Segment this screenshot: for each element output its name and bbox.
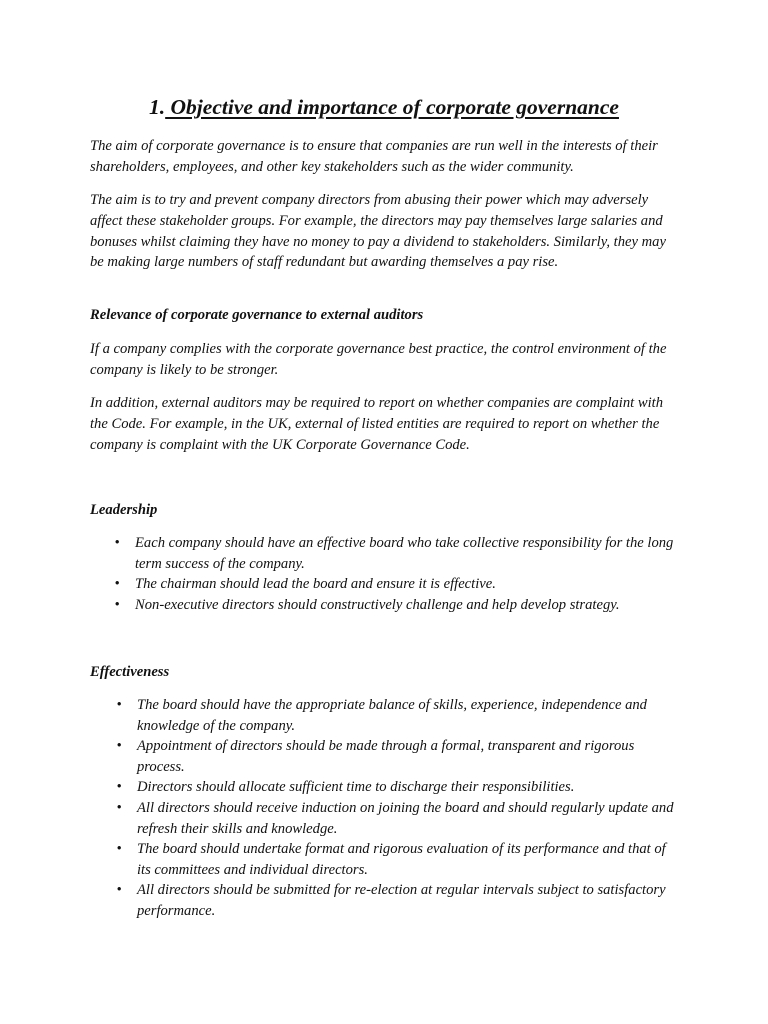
bullet-icon: • xyxy=(114,576,120,593)
leadership-list xyxy=(114,533,675,615)
list-item xyxy=(116,880,677,921)
list-item xyxy=(116,695,677,736)
intro-paragraph-1: The aim of corporate governance is to ensure that companies are run well in the interests of their shareholders, employees, and other key stakeholders such as the wider community. xyxy=(90,138,658,175)
bullet-icon: • xyxy=(116,882,122,899)
list-item xyxy=(114,533,675,574)
bullet-icon: • xyxy=(116,697,122,713)
list-item xyxy=(116,736,677,777)
list-item-text: All directors should receive induction on joining the board and should regularly update and refresh their skills and knowledge. xyxy=(137,799,674,837)
list-item-text: Appointment of directors should be made through a formal, transparent and rigorous process. xyxy=(137,738,635,775)
relevance-paragraph-2: In addition, external auditors may be required to report on whether companies are complaint with the Code. For example, in the UK, external of listed entities are required to report on whether the company is complaint with the UK Corporate Governance Code. xyxy=(90,395,664,453)
bullet-icon: • xyxy=(116,799,122,816)
bullet-icon: • xyxy=(114,596,120,613)
list-item-text: All directors should be submitted for re-election at regular intervals subject to satisfactory performance. xyxy=(137,882,666,919)
list-item xyxy=(114,574,675,595)
section-title: Objective and importance of corporate governance xyxy=(165,95,619,119)
list-item-text: The board should undertake format and rigorous evaluation of its performance and that of its committees and individual directors. xyxy=(137,841,666,878)
bullet-icon: • xyxy=(114,535,120,551)
relevance-heading: Relevance of corporate governance to external auditors xyxy=(90,307,424,323)
effectiveness-heading: Effectiveness xyxy=(90,664,170,680)
bullet-icon: • xyxy=(116,841,122,858)
intro-paragraph-2: The aim is to try and prevent company directors from abusing their power which may adversely affect these stakeholder groups. For example, the directors may pay themselves large salaries and bonuses whilst claiming they have no money to pay a dividend to stakeholders. Similarly, they may be making large numbers of staff redundant but awarding themselves a pay rise. xyxy=(90,192,666,271)
list-item-text: Directors should allocate sufficient time to discharge their responsibilities. xyxy=(137,779,575,796)
bullet-icon: • xyxy=(116,738,122,755)
list-item xyxy=(116,839,677,880)
relevance-paragraph-1: If a company complies with the corporate governance best practice, the control environment of the company is likely to be stronger. xyxy=(90,341,667,378)
bullet-icon: • xyxy=(116,779,122,796)
leadership-heading: Leadership xyxy=(90,502,158,518)
list-item xyxy=(116,798,677,839)
list-item xyxy=(114,595,675,616)
list-item-text: The chairman should lead the board and ensure it is effective. xyxy=(135,576,496,593)
list-item-text: Each company should have an effective board who take collective responsibility for the long term success of the company. xyxy=(135,535,674,572)
list-item-text: Non-executive directors should constructively challenge and help develop strategy. xyxy=(135,596,620,613)
effectiveness-list xyxy=(116,695,677,922)
page-title xyxy=(0,92,768,122)
list-item-text: The board should have the appropriate balance of skills, experience, independence and knowledge of the company. xyxy=(137,697,647,734)
section-number: 1. xyxy=(149,95,166,119)
list-item xyxy=(116,777,677,798)
